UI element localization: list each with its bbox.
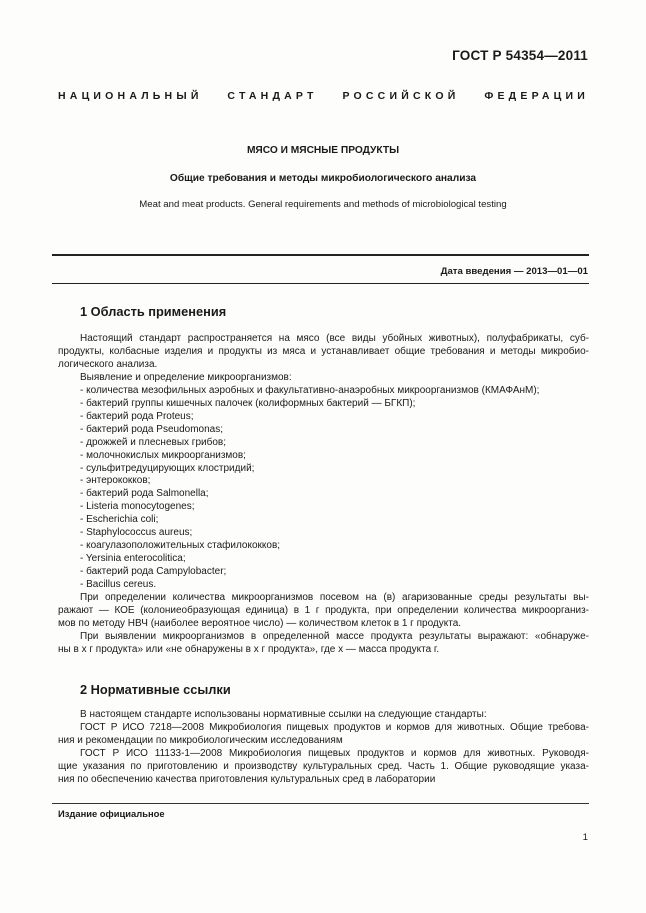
section-1-body <box>58 333 589 657</box>
paragraph-line: Настоящий стандарт распространяется на мясо (все виды убойных животных), полуфабрикаты, суб- <box>80 333 589 344</box>
paragraph-line: При определении количества микроорганизмов посевом на (в) агаризованные среды результаты вы- <box>80 592 589 604</box>
list-item: - энтерококков; <box>80 475 151 487</box>
paragraph-line: мов по методу НВЧ (наиболее вероятное число) — количеством клеток в 1 г продукта. <box>58 617 462 629</box>
list-item: - Staphylococcus aureus; <box>80 527 193 539</box>
reference-line: ГОСТ Р ИСО 7218—2008 Микробиология пищевых продуктов и кормов для животных. Общие требова- <box>80 721 589 733</box>
list-item: - бактерий группы кишечных палочек (колиформных бактерий — БГКП); <box>80 397 416 409</box>
list-item: - Bacillus cereus. <box>80 579 157 591</box>
paragraph-line: При выявлении микроорганизмов в определенной массе продукта результаты выражают: «обнаруже- <box>80 630 589 642</box>
list-item: - коагулазоположительных стафилококков; <box>80 540 281 552</box>
section-2-heading: 2 Нормативные ссылки <box>80 682 231 697</box>
list-item: - сульфитредуцирующих клостридий; <box>80 462 255 474</box>
list-item: - дрожжей и плесневых грибов; <box>80 436 226 448</box>
list-item: - бактерий рода Pseudomonas; <box>80 423 223 435</box>
references-intro: В настоящем стандарте использованы нормативные ссылки на следующие стандарты: <box>80 709 487 720</box>
footer-divider <box>52 803 589 804</box>
page-number: 1 <box>582 832 588 843</box>
list-item: - Yersinia enterocolitica; <box>80 553 186 565</box>
introduction-date: Дата введения — 2013—01—01 <box>440 266 588 277</box>
list-item: - Listeria monocytogenes; <box>80 501 195 513</box>
section-1-heading: 1 Область применения <box>80 304 227 319</box>
list-item: - молочнокислых микроорганизмов; <box>80 449 246 461</box>
section-2-body <box>58 709 589 787</box>
paragraph-line: ражают — КОЕ (колониеобразующая единица) в 1 г продукта, при определении количества микроорганиз- <box>58 605 589 617</box>
detection-intro: Выявление и определение микроорганизмов: <box>80 371 292 383</box>
top-divider <box>52 254 589 256</box>
reference-line: ГОСТ Р ИСО 11133-1—2008 Микробиология пищевых продуктов и кормов для животных. Руководя- <box>80 747 589 759</box>
date-divider <box>52 283 589 284</box>
document-code: ГОСТ Р 54354—2011 <box>452 48 588 63</box>
edition-label: Издание официальное <box>58 808 165 819</box>
list-item: - бактерий рода Proteus; <box>80 410 194 422</box>
list-item: - количества мезофильных аэробных и факультативно-анаэробных микроорганизмов (КМАФАнМ); <box>80 384 540 396</box>
reference-line: ния и рекомендации по микробиологическим исследованиям <box>58 734 343 746</box>
english-title: Meat and meat products. General requirements and methods of microbiological testing <box>139 199 507 210</box>
document-title: МЯСО И МЯСНЫЕ ПРОДУКТЫ <box>246 145 400 156</box>
national-standard-banner: НАЦИОНАЛЬНЫЙ СТАНДАРТ РОССИЙСКОЙ ФЕДЕРАЦИИ <box>58 90 589 102</box>
reference-line: ния по обеспечению качества приготовления культуральных сред в лаборатории <box>58 773 436 785</box>
paragraph-line: продукты, колбасные изделия и продукты из мяса и устанавливает общие требования и методы микробио- <box>58 345 589 357</box>
list-item: - бактерий рода Campylobacter; <box>80 566 227 578</box>
list-item: - бактерий рода Salmonella; <box>80 488 209 500</box>
paragraph-line: логического анализа. <box>58 358 158 370</box>
paragraph-line: ны в x г продукта» или «не обнаружены в x г продукта», где x — масса продукта г. <box>58 643 440 655</box>
document-subtitle: Общие требования и методы микробиологического анализа <box>169 173 477 184</box>
list-item: - Escherichia coli; <box>80 514 159 526</box>
reference-line: щие указания по приготовлению и производству культуральных сред. Часть 1. Общие руководящие указа- <box>58 760 589 772</box>
